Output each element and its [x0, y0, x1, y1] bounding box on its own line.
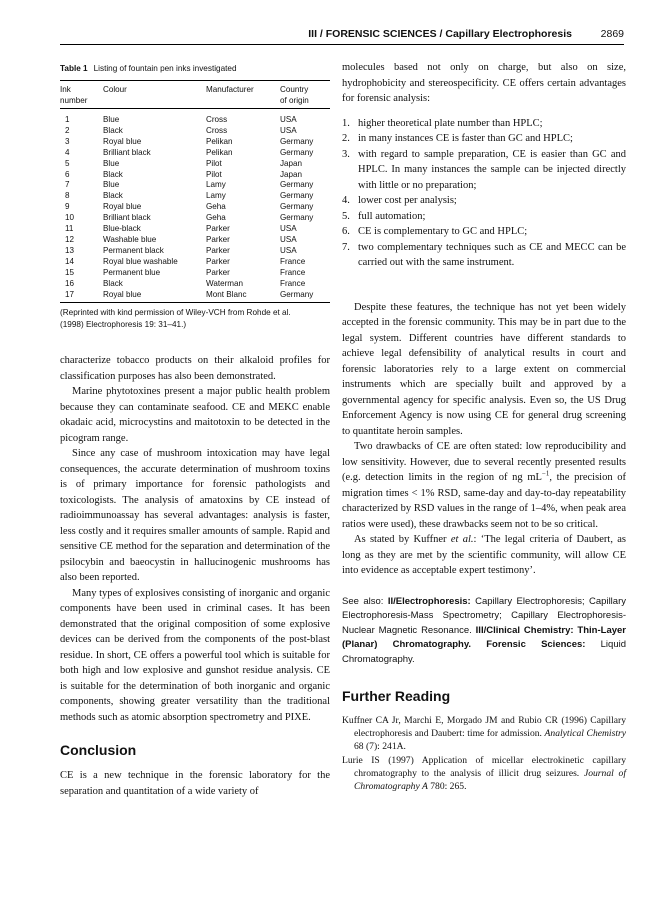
cell-country: USA	[280, 245, 297, 255]
reference-list	[342, 714, 626, 793]
table-row	[60, 191, 330, 202]
cell-ink-number: 4	[65, 147, 70, 157]
table-header-row	[60, 81, 330, 109]
table-row	[60, 268, 330, 279]
cell-country: Japan	[280, 169, 303, 179]
list-item-number: 7.	[342, 241, 350, 253]
cell-manufacturer: Parker	[206, 245, 230, 255]
ink-table	[60, 81, 330, 303]
table-row	[60, 148, 330, 159]
list-item-number: 5.	[342, 210, 350, 222]
list-item	[342, 147, 626, 194]
cell-manufacturer: Parker	[206, 234, 230, 244]
table-row	[60, 126, 330, 137]
cell-manufacturer: Pilot	[206, 158, 222, 168]
cell-country: Germany	[280, 289, 314, 299]
cell-country: Germany	[280, 147, 314, 157]
cell-colour: Blue	[103, 115, 120, 124]
paragraph-mushroom: Since any case of mushroom intoxication may have legal consequences, the accurate determination of mushroom toxins is of primary importance for forensic pathologists and toxicologists. The analysis of amatoxins by CE instead of radioimmunoassay has several advantages: analysis is faster, less costly and it requires smaller amounts of sample. Rapid and sensitive CE method for the separation and determination of the psilocybin and baeocystin in hallucinogenic mushrooms has also been reported.	[60, 448, 330, 584]
table-row	[60, 109, 330, 126]
cell-colour: Washable blue	[103, 234, 157, 244]
list-item-text: lower cost per analysis;	[358, 195, 457, 206]
table-source-note: (Reprinted with kind permission of Wiley-VCH from Rohde et al. (1998) Electrophoresis 19: 31–41.)	[60, 308, 291, 330]
list-item-text: full automation;	[358, 210, 426, 222]
reference-journal: Journal of Chromatography A	[354, 767, 626, 793]
cell-country: Germany	[280, 202, 314, 212]
list-item	[342, 224, 626, 240]
header-manufacturer: Manufacturer	[206, 85, 254, 94]
cell-ink-number: 16	[65, 278, 75, 288]
paragraph-kuffner: As stated by Kuffner et al.: ‘The legal criteria of Daubert, as long as they are met by the scientific community, will allow CE into evidence as acceptable expert testimony’.	[342, 534, 626, 576]
cell-country: USA	[280, 115, 297, 124]
table-caption-text: Listing of fountain pen inks investigated	[93, 64, 237, 73]
cell-ink-number: 12	[65, 234, 75, 244]
cell-country: France	[280, 267, 306, 277]
cell-country: USA	[280, 125, 297, 135]
list-item-number: 2.	[342, 133, 350, 144]
cell-colour: Brilliant black	[103, 147, 151, 157]
cell-manufacturer: Cross	[206, 115, 228, 124]
right-body-text	[342, 60, 626, 107]
list-item-number: 3.	[342, 148, 350, 160]
table-row	[60, 246, 330, 257]
table-row	[60, 213, 330, 224]
list-item-number: 4.	[342, 195, 350, 206]
conclusion-heading: Conclusion	[60, 742, 137, 759]
header-country: Country of origin	[280, 85, 309, 105]
cell-colour: Black	[103, 278, 123, 288]
reference-journal: Analytical Chemistry	[544, 728, 626, 740]
table-row	[60, 235, 330, 246]
table-label: Table 1	[60, 64, 88, 73]
table-row	[60, 137, 330, 148]
cell-country: Germany	[280, 191, 314, 201]
cell-ink-number: 14	[65, 256, 75, 266]
list-item-text: two complementary techniques such as CE and MECC can be carried out with the same instrument.	[358, 241, 626, 268]
right-column	[342, 64, 626, 793]
list-item	[342, 116, 626, 132]
cell-country: France	[280, 278, 306, 288]
cell-ink-number: 8	[65, 191, 70, 201]
list-item-text: CE is complementary to GC and HPLC;	[358, 226, 528, 237]
conclusion-text: CE is a new technique in the forensic laboratory for the separation and quantitation of a wide variety of	[60, 770, 330, 797]
cell-manufacturer: Lamy	[206, 191, 226, 201]
cell-ink-number: 13	[65, 245, 75, 255]
cell-manufacturer: Lamy	[206, 180, 226, 190]
list-item-number: 1.	[342, 117, 350, 129]
cell-manufacturer: Pilot	[206, 169, 222, 179]
paragraph-despite: Despite these features, the technique has not yet been widely accepted in the forensic community. This may be in part due to the legal system. Different countries have different standards to achieve legal defensibility of analytical results in court and forensic laboratories rely to a large extent on commercial instruments which are specially built and approved by a governmental agency for specific analysis. Even so, the US Drug Enforcement Agency is now using CE for general drug screening to quantitate heroin samples.	[342, 301, 626, 437]
cell-manufacturer: Parker	[206, 256, 230, 266]
cell-ink-number: 5	[65, 158, 70, 168]
paragraph-marine-phytotoxines: Marine phytotoxines present a major public health problem because they can contaminate seafood. CE and MEKC enable okadaic acid, microcystins and maitotoxin to be detected in the picogram range.	[60, 386, 330, 444]
cell-colour: Royal blue washable	[103, 256, 178, 266]
header-ink-number: Ink number	[60, 85, 88, 105]
cell-ink-number: 3	[65, 136, 70, 146]
cell-ink-number: 2	[65, 125, 70, 135]
cell-ink-number: 15	[65, 267, 75, 277]
cell-colour: Permanent black	[103, 245, 164, 255]
left-column	[60, 64, 330, 799]
list-item-text: higher theoretical plate number than HPLC;	[358, 117, 543, 129]
table-row	[60, 180, 330, 191]
list-item	[342, 131, 626, 147]
cell-country: France	[280, 256, 306, 266]
cell-country: USA	[280, 224, 297, 234]
cell-manufacturer: Geha	[206, 202, 226, 212]
cell-country: USA	[280, 234, 297, 244]
table-row	[60, 202, 330, 213]
cell-country: Germany	[280, 213, 314, 223]
cell-manufacturer: Geha	[206, 213, 226, 223]
cell-manufacturer: Pelikan	[206, 147, 233, 157]
cell-colour: Brilliant black	[103, 213, 151, 223]
running-head	[60, 28, 624, 44]
cell-colour: Blue	[103, 180, 120, 190]
cell-colour: Permanent blue	[103, 267, 161, 277]
cell-manufacturer: Waterman	[206, 278, 244, 288]
table-row	[60, 257, 330, 268]
paragraph-intro: molecules based not only on charge, but also on size, hydrophobicity and stereospecificity. CE offers certain advantages for forensic analysis:	[342, 62, 626, 104]
cell-country: Japan	[280, 158, 303, 168]
table-caption	[60, 64, 330, 73]
cell-country: Germany	[280, 136, 314, 146]
further-reading-heading: Further Reading	[342, 688, 451, 704]
cell-ink-number: 7	[65, 180, 70, 190]
list-item	[342, 240, 626, 271]
list-item-text: with regard to sample preparation, CE is easier than GC and HPLC. In many instances the sample can be injected directly with little or no preparation;	[358, 148, 626, 191]
table-row	[60, 224, 330, 235]
left-body-text	[60, 353, 330, 725]
page-number: 2869	[600, 28, 624, 40]
paragraph-tobacco: characterize tobacco products on their alkaloid profiles for classification purposes has also been demonstrated.	[60, 355, 330, 382]
cell-ink-number: 17	[65, 289, 75, 299]
cell-ink-number: 10	[65, 213, 75, 223]
paragraph-explosives: Many types of explosives consisting of inorganic and organic components have been used in criminal cases. It has been demonstrated that the original composition of some explosive devices can be derived from the components of the post-blast residue. In short, CE offers a powerful tool which is suitable for both high and low explosive and gunshot residue analysis. CE is suitable for the determination of both inorganic and organic components, showing greater versatility than the traditional methods such as atomic absorption spectrometry and PIXE.	[60, 587, 330, 723]
running-head-title: III / FORENSIC SCIENCES / Capillary Electrophoresis	[308, 28, 572, 40]
see-also: See also: II/Electrophoresis: Capillary Electrophoresis; Capillary Electrophoresis-Mass Spectrometry; Capillary Electrophoresis-Nuclear Magnetic Resonance. III/Clinical Chemistry: Thin-Layer (Planar) Chromatography. Forensic Sciences: Liquid Chromatography.	[342, 595, 627, 665]
cell-colour: Royal blue	[103, 202, 142, 212]
cell-colour: Royal blue	[103, 136, 142, 146]
cell-manufacturer: Parker	[206, 267, 230, 277]
cell-colour: Black	[103, 191, 123, 201]
cell-ink-number: 9	[65, 202, 70, 212]
table-row	[60, 279, 330, 290]
cell-manufacturer: Cross	[206, 125, 228, 135]
cell-manufacturer: Parker	[206, 224, 230, 234]
table-row	[60, 290, 330, 303]
reference-item: Kuffner CA Jr, Marchi E, Morgado JM and Rubio CR (1996) Capillary electrophoresis and Daubert: time for admission. Analytical Chemistry 68 (7): 241A.	[342, 715, 626, 753]
list-item-number: 6.	[342, 226, 350, 237]
cell-country: Germany	[280, 180, 314, 190]
cell-manufacturer: Mont Blanc	[206, 289, 247, 299]
cell-colour: Blue-black	[103, 224, 141, 234]
table-row	[60, 159, 330, 170]
cell-colour: Black	[103, 169, 123, 179]
cell-manufacturer: Pelikan	[206, 136, 233, 146]
advantages-list	[342, 116, 626, 271]
cell-colour: Blue	[103, 158, 120, 168]
cell-ink-number: 6	[65, 169, 70, 179]
cell-colour: Royal blue	[103, 289, 142, 299]
list-item-text: in many instances CE is faster than GC and HPLC;	[358, 133, 573, 144]
cell-colour: Black	[103, 125, 123, 135]
table-row	[60, 170, 330, 181]
header-rule	[60, 44, 624, 45]
list-item	[342, 209, 626, 225]
header-colour: Colour	[103, 85, 127, 94]
cell-ink-number: 11	[65, 224, 74, 234]
list-item	[342, 193, 626, 209]
cell-ink-number: 1	[65, 115, 70, 124]
reference-item: Lurie IS (1997) Application of micellar electrokinetic capillary chromatography to the analysis of illicit drug seizures. Journal of Chromatography A 780: 265.	[342, 754, 626, 793]
paragraph-drawbacks: Two drawbacks of CE are often stated: low reproducibility and low sensitivity. However, due to several recently presented results (e.g. detection limits in the region of ng $mL^{-1}$, the precision of migration times < 1% RSD, same-day and day-to-day repeatability characterized by RSD values in the range of 1–4%, when peak area ratios were used), these drawbacks seem not to be so critical.	[342, 441, 626, 530]
